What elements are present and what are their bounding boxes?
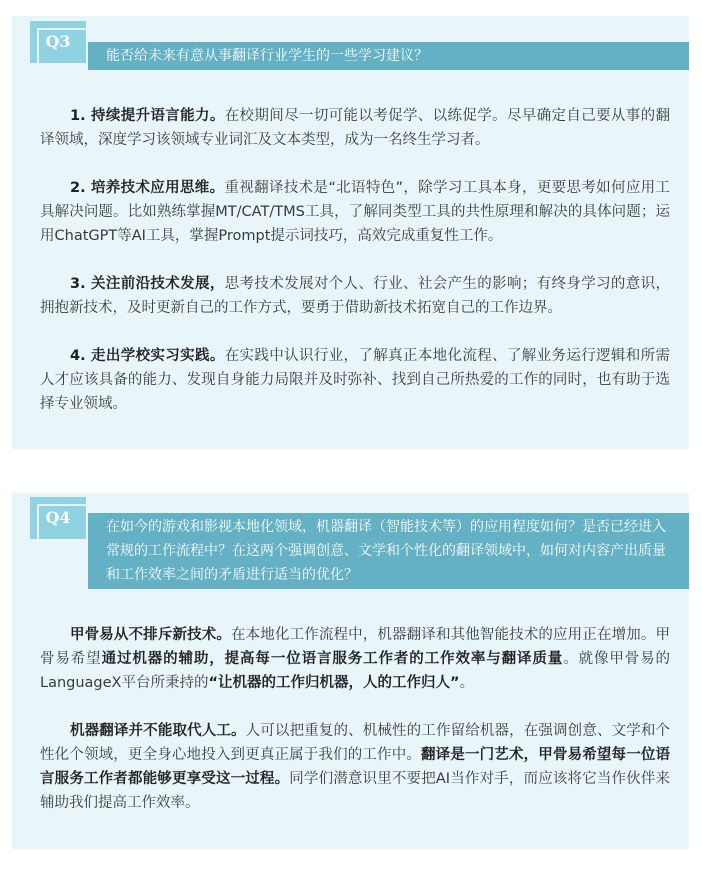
q3-paragraph-1: [40, 104, 670, 152]
q3-p2-text: 重视翻译技术是“北语特色”，除学习工具本身，更要思考如何应用工具解决问题。比如熟练掌握MT/CAT/TMS工具，了解同类型工具的共性原理和解决的具体问题；运用ChatGPT等AI工具，掌握Prompt提示词技巧，高效完成重复性工作。: [40, 180, 670, 244]
q3-badge: Q3: [30, 21, 86, 63]
q4-p1-bold-a: 通过机器的辅助，提高每一位语言服务工作者的工作效率与翻译质量: [101, 651, 564, 667]
q4-p1-text-b: 。就像甲骨易的LanguageX平台所秉持的: [40, 651, 671, 691]
q3-p3-heading: 3. 关注前沿技术发展，: [70, 276, 225, 292]
q3-p4-heading: 4. 走出学校实习实践。: [70, 348, 225, 364]
q4-badge: Q4: [30, 497, 86, 539]
q3-p2-heading: 2. 培养技术应用思维。: [70, 180, 225, 196]
q3-p4-text: 在实践中认识行业，了解真正本地化流程、了解业务运行逻辑和所需人才应该具备的能力、发现自身能力局限并及时弥补、找到自己所热爱的工作的同时，也有助于选择专业领域。: [40, 348, 670, 412]
q3-p1-text: 在校期间尽一切可能以考促学、以练促学。尽早确定自己要从事的翻译领域，深度学习该领域专业词汇及文本类型，成为一名终生学习者。: [40, 108, 670, 148]
q4-p2-lead: 机器翻译并不能取代人工。: [70, 723, 246, 739]
q4-p1-end: 。: [459, 675, 475, 691]
q3-paragraph-4: [40, 344, 670, 416]
q4-p2-text-b: 同学们潜意识里不要把AI当作对手，而应该将它当作伙伴来辅助我们提高工作效率。: [40, 771, 670, 811]
q4-answer: [40, 623, 670, 839]
q4-p2-bold-a: 翻译是一门艺术，甲骨易希望每一位语言服务工作者都能够更享受这一过程。: [40, 747, 671, 787]
q4-p1-quote: “让机器的工作归机器，人的工作归人”: [208, 675, 460, 691]
q3-paragraph-3: [40, 272, 670, 320]
q3-answer: [40, 104, 670, 440]
q3-paragraph-2: [40, 176, 670, 248]
q3-p1-heading: 1. 持续提升语言能力。: [70, 108, 225, 124]
q4-paragraph-1: [40, 623, 670, 695]
q4-paragraph-2: [40, 719, 670, 815]
q4-question: 在如今的游戏和影视本地化领域，机器翻译（智能技术等）的应用程度如何？是否已经进入常规的工作流程中？在这两个强调创意、文学和个性化的翻译领域中，如何对内容产出质量和工作效率之间的矛盾进行适当的优化？: [88, 513, 689, 589]
q3-p3-text: 思考技术发展对个人、行业、社会产生的影响；有终身学习的意识，拥抱新技术，及时更新自己的工作方式，要勇于借助新技术拓宽自己的工作边界。: [40, 276, 670, 316]
q3-question: 能否给未来有意从事翻译行业学生的一些学习建议？: [88, 42, 689, 70]
q4-p1-text-a: 在本地化工作流程中，机器翻译和其他智能技术的应用正在增加。甲骨易希望: [40, 627, 671, 667]
q4-p2-text-a: 人可以把重复的、机械性的工作留给机器，在强调创意、文学和个性化个领域，更全身心地投入到更真正属于我们的工作中。: [40, 723, 671, 763]
q4-p1-lead: 甲骨易从不排斥新技术。: [70, 627, 232, 643]
